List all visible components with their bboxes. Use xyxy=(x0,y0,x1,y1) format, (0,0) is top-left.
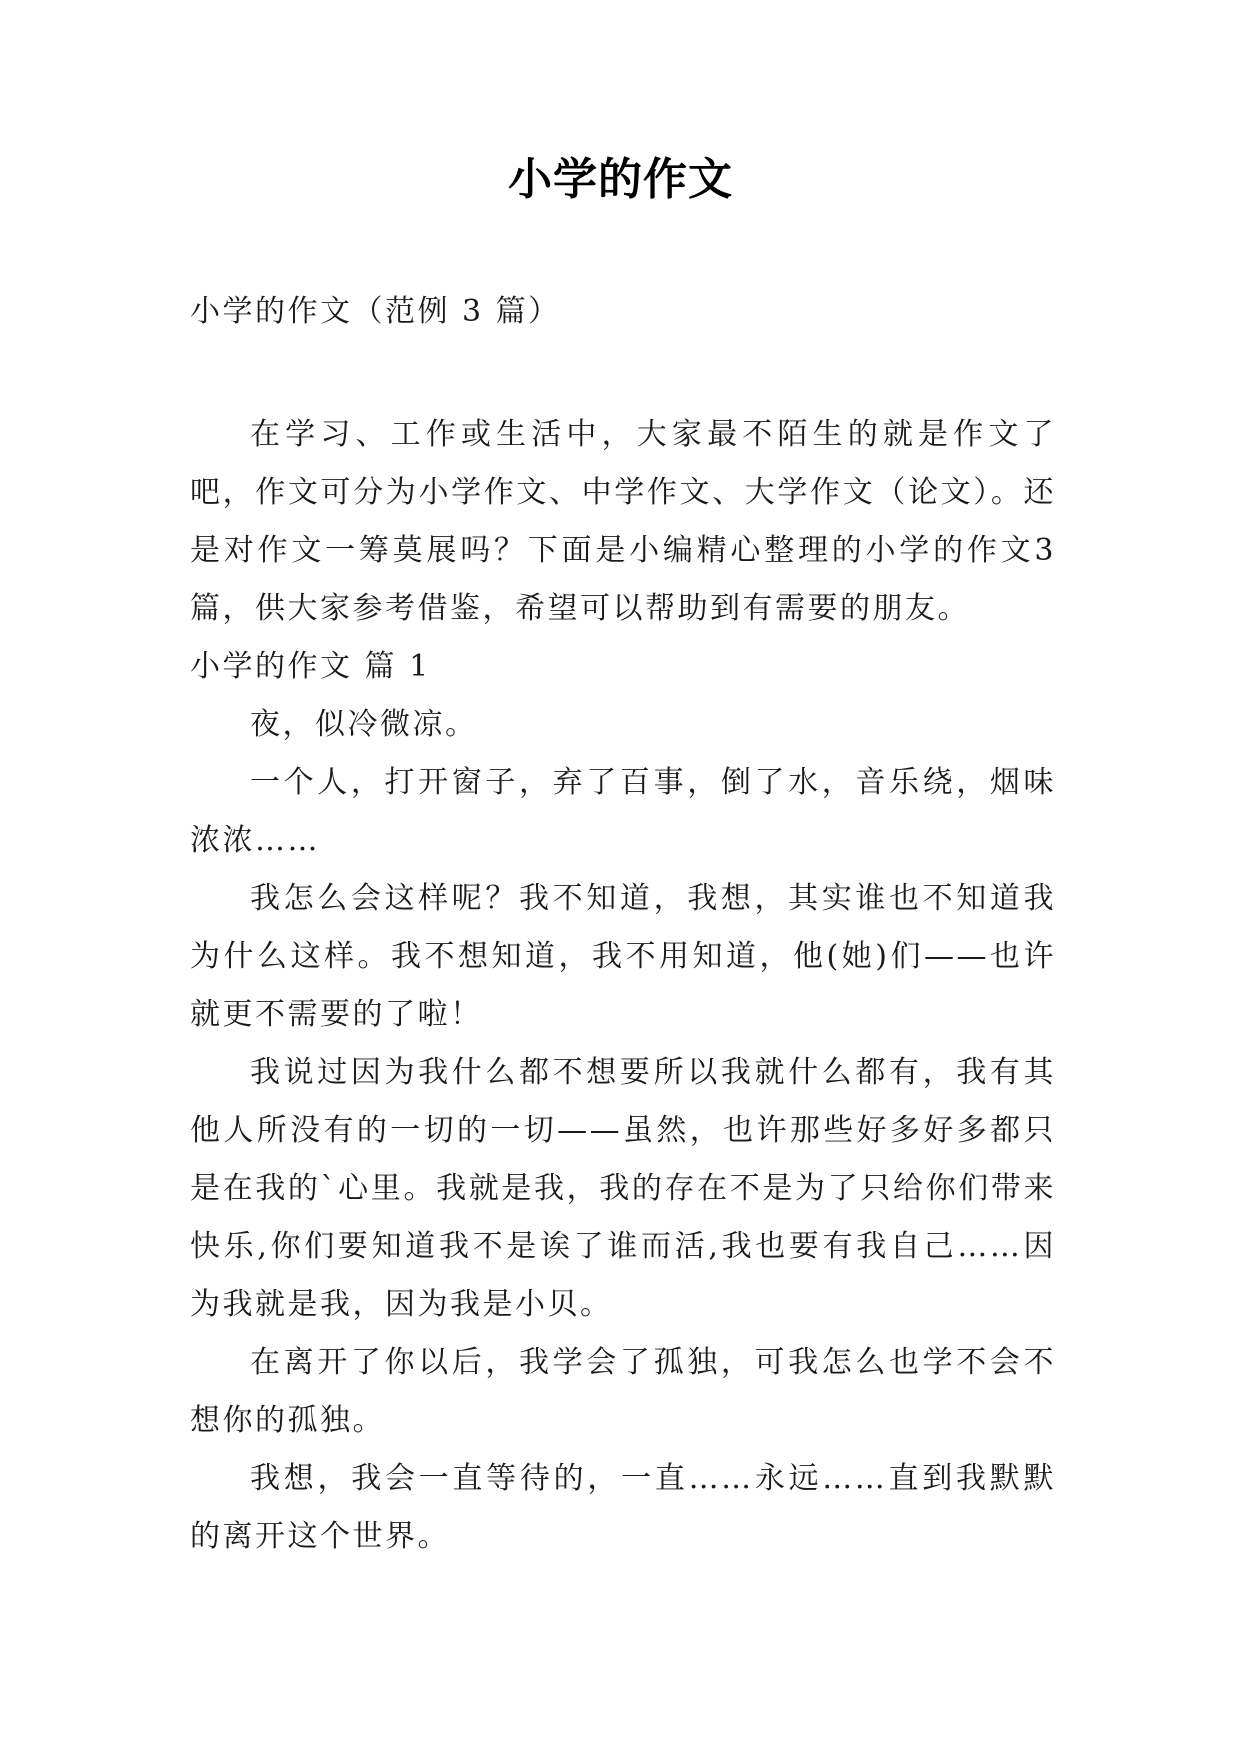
document-title: 小学的作文 xyxy=(508,154,733,205)
document-subtitle: 小学的作文（范例 3 篇） xyxy=(190,294,561,329)
paragraph: 我说过因为我什么都不想要所以我就什么都有，我有其他人所没有的一切的一切——虽然，也许那些好多好多都只是在我的`心里。我就是我，我的存在不是为了只给你们带来快乐,你们要知道我不是诶了谁而活,我也要有我自己……因为我就是我，因为我是小贝。 xyxy=(190,1055,1056,1322)
paragraph: 我想，我会一直等待的，一直……永远……直到我默默的离开这个世界。 xyxy=(190,1461,1056,1554)
paragraph: 夜，似冷微凉。 xyxy=(250,707,478,742)
paragraph: 在离开了你以后，我学会了孤独，可我怎么也学不会不想你的孤独。 xyxy=(190,1345,1056,1438)
paragraph: 一个人，打开窗子，弃了百事，倒了水，音乐绕，烟味浓浓…… xyxy=(190,765,1056,858)
document-body xyxy=(190,288,1056,1566)
paragraph: 我怎么会这样呢？我不知道，我想，其实谁也不知道我为什么这样。我不想知道，我不用知道，他(她)们——也许就更不需要的了啦！ xyxy=(190,881,1056,1032)
section-heading: 小学的作文 篇 1 xyxy=(190,649,431,684)
intro-paragraph: 在学习、工作或生活中，大家最不陌生的就是作文了吧，作文可分为小学作文、中学作文、大学作文（论文）。还是对作文一筹莫展吗？下面是小编精心整理的小学的作文3篇，供大家参考借鉴，希望可以帮助到有需要的朋友。 xyxy=(190,417,1056,626)
